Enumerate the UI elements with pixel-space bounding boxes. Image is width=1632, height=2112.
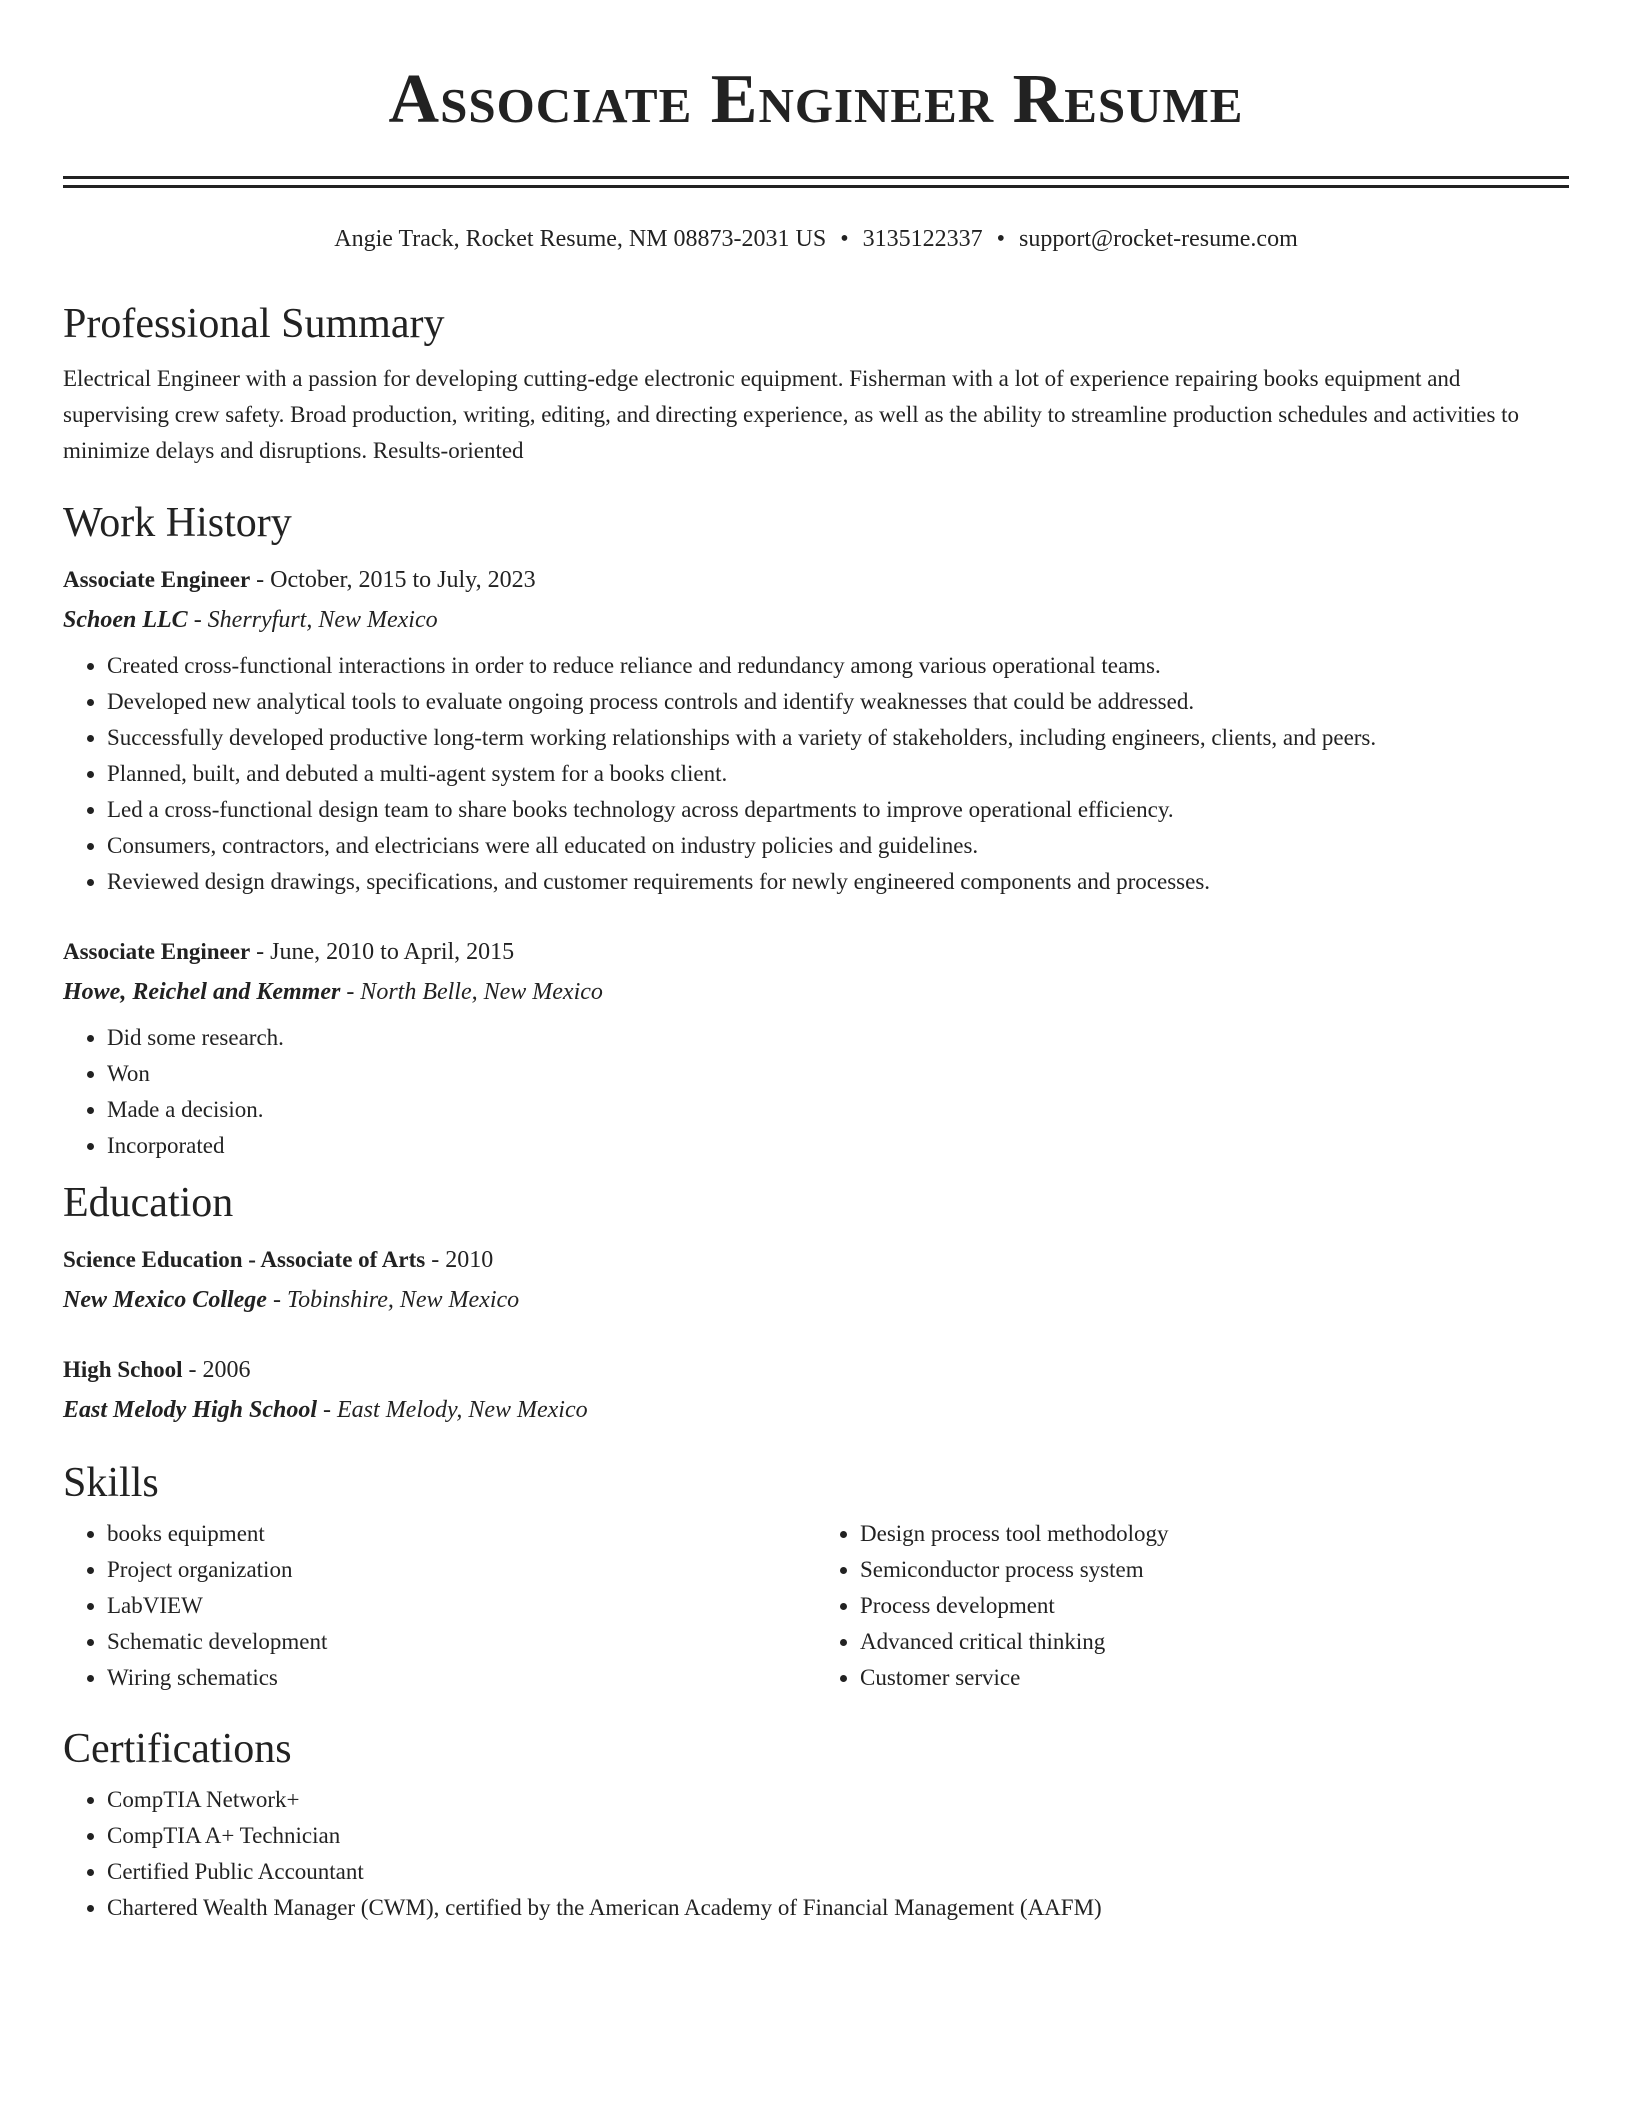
list-item: • Advanced critical thinking xyxy=(860,1624,1569,1660)
education-school-line xyxy=(63,1390,1569,1430)
list-item: • Led a cross-functional design team to share books technology across departments to improve operational efficiency. xyxy=(107,792,1569,828)
list-item: • Created cross-functional interactions in order to reduce reliance and redundancy among various operational teams. xyxy=(107,648,1569,684)
education-location: - Tobinshire, New Mexico xyxy=(266,1287,520,1313)
certifications-list xyxy=(63,1782,1569,1926)
list-item: • Certified Public Accountant xyxy=(107,1854,1569,1890)
list-item: • Won xyxy=(107,1056,1569,1092)
skills-heading: Skills xyxy=(63,1460,159,1506)
title-divider-top xyxy=(63,176,1569,179)
job-dates: - June, 2010 to April, 2015 xyxy=(250,939,515,965)
job-entry xyxy=(63,932,1569,1164)
title-divider-bottom xyxy=(63,185,1569,188)
list-item: • Developed new analytical tools to evaluate ongoing process controls and identify weaknesses that could be addressed. xyxy=(107,684,1569,720)
summary-text: Electrical Engineer with a passion for developing cutting-edge electronic equipment. Fisherman with a lot of experience repairing books equipment and supervising crew safety. Broad production, writing, editing, and directing experience, as well as the ability to streamline production schedules and activities to minimize delays and disruptions. Results-oriented xyxy=(63,366,1520,463)
list-item: • Design process tool methodology xyxy=(860,1516,1569,1552)
job-location: - Sherryfurt, New Mexico xyxy=(187,607,438,633)
list-item: • Planned, built, and debuted a multi-agent system for a books client. xyxy=(107,756,1569,792)
summary-section xyxy=(63,299,1569,469)
job-location: - North Belle, New Mexico xyxy=(340,979,603,1005)
certifications-heading: Certifications xyxy=(63,1726,292,1772)
list-item: • Made a decision. xyxy=(107,1092,1569,1128)
education-degree-line xyxy=(63,1350,1569,1390)
job-title-line xyxy=(63,560,1569,600)
list-item: • CompTIA Network+ xyxy=(107,1782,1569,1818)
list-item: • Successfully developed productive long-term working relationships with a variety of stakeholders, including engineers, clients, and peers. xyxy=(107,720,1569,756)
job-title: Associate Engineer xyxy=(63,939,251,964)
list-item: • Wiring schematics xyxy=(107,1660,816,1696)
summary-heading: Professional Summary xyxy=(63,301,445,347)
education-heading: Education xyxy=(63,1180,234,1226)
job-entry xyxy=(63,560,1569,900)
list-item: • Semiconductor process system xyxy=(860,1552,1569,1588)
education-school-line xyxy=(63,1280,1569,1320)
list-item: • LabVIEW xyxy=(107,1588,816,1624)
job-title: Associate Engineer xyxy=(63,567,251,592)
work-history-section xyxy=(63,498,1569,1164)
education-entry xyxy=(63,1240,1569,1320)
job-duties-list xyxy=(63,648,1569,900)
certifications-section xyxy=(63,1724,1569,1926)
education-location: - East Melody, New Mexico xyxy=(317,1397,588,1423)
education-entry xyxy=(63,1350,1569,1430)
job-company-line xyxy=(63,972,1569,1012)
contact-separator: • xyxy=(840,226,849,252)
skills-columns xyxy=(63,1508,1569,1696)
job-company: Howe, Reichel and Kemmer xyxy=(63,979,341,1005)
contact-email: support@rocket-resume.com xyxy=(1019,226,1298,252)
list-item: • Did some research. xyxy=(107,1020,1569,1056)
education-degree-line xyxy=(63,1240,1569,1280)
list-item: • CompTIA A+ Technician xyxy=(107,1818,1569,1854)
contact-address: Angie Track, Rocket Resume, NM 08873-2031 US xyxy=(334,226,827,252)
job-duties-list xyxy=(63,1020,1569,1164)
list-item: • Project organization xyxy=(107,1552,816,1588)
work-history-heading: Work History xyxy=(63,500,292,546)
contact-phone: 3135122337 xyxy=(862,226,983,252)
job-company-line xyxy=(63,600,1569,640)
job-company: Schoen LLC xyxy=(63,607,188,633)
education-school: New Mexico College xyxy=(63,1287,267,1313)
job-dates: - October, 2015 to July, 2023 xyxy=(250,567,536,593)
list-item: • Customer service xyxy=(860,1660,1569,1696)
skills-list-left xyxy=(63,1516,816,1696)
job-title-line xyxy=(63,932,1569,972)
education-degree: High School xyxy=(63,1357,183,1382)
education-school: East Melody High School xyxy=(63,1397,318,1423)
list-item: • Process development xyxy=(860,1588,1569,1624)
list-item: • Reviewed design drawings, specifications, and customer requirements for newly engineered components and processes. xyxy=(107,864,1569,900)
resume-title: Associate Engineer Resume xyxy=(388,61,1244,138)
education-year: - 2010 xyxy=(425,1247,494,1273)
list-item: • Consumers, contractors, and electricians were all educated on industry policies and guidelines. xyxy=(107,828,1569,864)
contact-separator: • xyxy=(996,226,1006,252)
list-item: • Schematic development xyxy=(107,1624,816,1660)
education-section xyxy=(63,1178,1569,1430)
skills-list-right xyxy=(816,1516,1569,1696)
list-item: • Incorporated xyxy=(107,1128,1569,1164)
skills-section xyxy=(63,1458,1569,1696)
list-item: • books equipment xyxy=(107,1516,816,1552)
list-item: • Chartered Wealth Manager (CWM), certified by the American Academy of Financial Management (AAFM) xyxy=(107,1890,1569,1926)
education-year: - 2006 xyxy=(182,1357,251,1383)
education-degree: Science Education - Associate of Arts xyxy=(63,1247,426,1272)
contact-line xyxy=(63,223,1569,255)
